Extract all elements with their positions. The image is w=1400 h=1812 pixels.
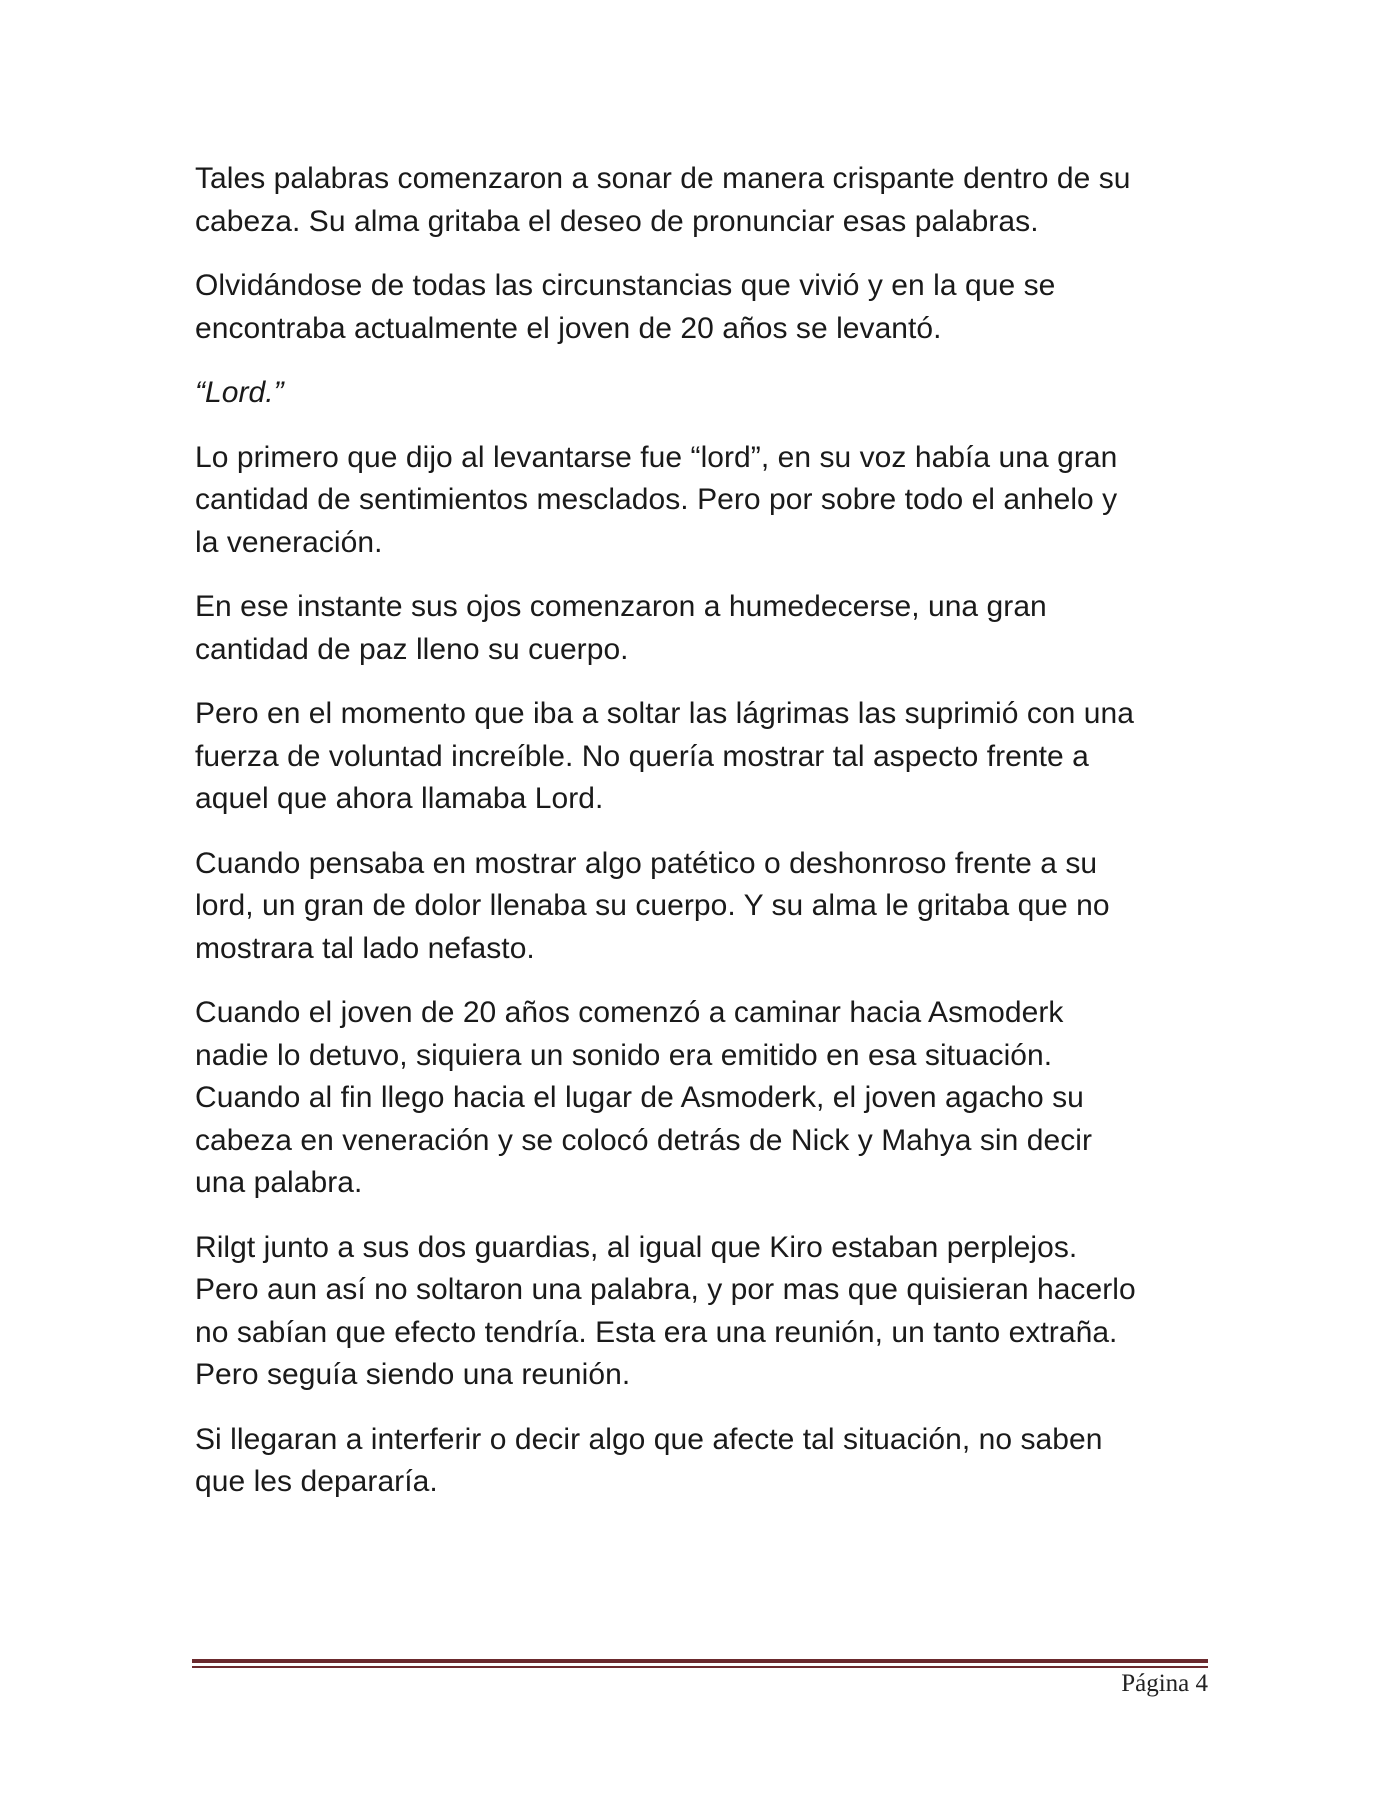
footer-divider-thin (192, 1666, 1208, 1668)
body-text (195, 158, 1215, 1526)
paragraph: Si llegaran a interferir o decir algo que afecte tal situación, no saben que les depararía. (195, 1422, 1103, 1498)
quoted-line: “Lord.” (195, 376, 284, 409)
paragraph: Lo primero que dijo al levantarse fue “lord”, en su voz había una gran cantidad de sentimientos mesclados. Pero por sobre todo el anhelo y la veneración. (195, 440, 1118, 559)
paragraph: Olvidándose de todas las circunstancias que vivió y en la que se encontraba actualmente el joven de 20 años se levantó. (195, 269, 1056, 345)
paragraph: Tales palabras comenzaron a sonar de manera crispante dentro de su cabeza. Su alma gritaba el deseo de pronunciar esas palabras. (195, 162, 1131, 238)
paragraph: En ese instante sus ojos comenzaron a humedecerse, una gran cantidad de paz lleno su cuerpo. (195, 590, 1047, 666)
paragraph: Pero en el momento que iba a soltar las lágrimas las suprimió con una fuerza de voluntad increíble. No quería mostrar tal aspecto frente a aquel que ahora llamaba Lord. (195, 697, 1134, 815)
footer-divider (192, 1659, 1208, 1668)
paragraph: Cuando pensaba en mostrar algo patético o deshonroso frente a su lord, un gran de dolor llenaba su cuerpo. Y su alma le gritaba que no mostrara tal lado nefasto. (195, 846, 1110, 965)
page-number: Página 4 (1121, 1670, 1208, 1697)
paragraph: Rilgt junto a sus dos guardias, al igual que Kiro estaban perplejos. Pero aun así no soltaron una palabra, y por mas que quisieran hacerlo no sabían que efecto tendría. Esta era una reunión, un tanto extraña. Pero seguía siendo una reunión. (195, 1230, 1136, 1391)
paragraph: Cuando el joven de 20 años comenzó a caminar hacia Asmoderk nadie lo detuvo, siquiera un sonido era emitido en esa situación. Cuando al fin llego hacia el lugar de Asmoderk, el joven agacho su cabeza en veneración y se colocó detrás de Nick y Mahya sin decir una palabra. (195, 996, 1093, 1199)
